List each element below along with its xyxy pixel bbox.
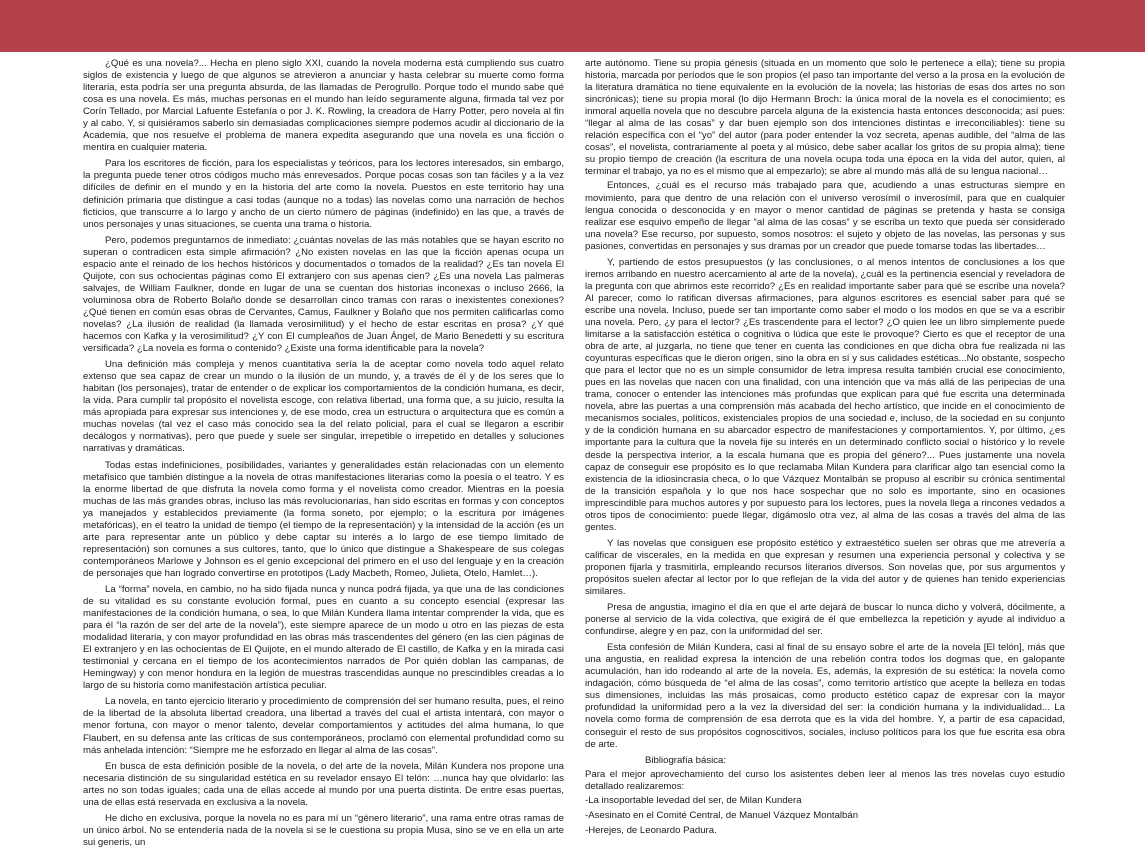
bibliography-list <box>585 795 1065 837</box>
paragraph: Y, partiendo de estos presupuestos (y las conclusiones, o al menos intentos de conclusiones a los que iremos arribando en nuestro acercamiento al arte de la novela), ¿cuál es la pertinencia esencial y reveladora de la pregunta con que abrimos este recorrido? ¿Es en realidad importante saber para qué se escribe una novela? Al parecer, como lo ratifican diversas afirmaciones, para algunos escritores es esencial saber para qué se escribe una novela. Incluso, puede ser tan importante como saber el modo o los modos en que se va a escribir una novela. Pero, ¿y para el lector? ¿Es trascendente para el lector? ¿O quien lee un libro simplemente puede limitarse a la satisfacción estética o cognitiva o lúdica que este le provoque? Cierto es que el receptor de una obra de arte, al juzgarla, no tiene que tener en cuenta las condiciones en que dicha obra fue realizada ni las coyunturas específicas que le dieron origen, sino la obra en sí y sus calidades estéticas...No obstante, sospecho que para el lector que no es un simple consumidor de letra impresa resulta también crucial ese conocimiento, pues en las novelas que nacen con una finalidad, con una intención que va más allá de las peripecias de una trama, conocer o entender las intenciones más profundas que explican para qué fue escrita una determinada novela, abre las puertas a una comprensión más acabada del hecho artístico, que incide en el conocimiento de mecanismos sociales, políticos, existenciales propios de una sociedad e, incluso, de la sociedad en su conjunto y de la condición humana en su abarcador espectro de manifestaciones y comportamientos. Y, por último, ¿es importante para la cultura que la novela fije su interés en un determinado conflicto social o histórico y lo revele desde la perspectiva interior, a la escala humana que es propia del género?... Pues justamente una novela capaz de conseguir ese propósito es lo que reclamaba Milan Kundera para clarificar algo tan esencial como la existencia de la idiosincrasia checa, o lo que Vázquez Montalbán se propuso al escribir su crónica sentimental de la transición española y lo que nos hace sospechar que no solo es importante, sino en ocasiones imprescindible para muchos autores y por supuesto para los lectores, pues la novela llega a rincones vedados a otros tipos de conocimiento: puede llegar, digámoslo otra vez, al alma de las cosas a través del alma de las gentes. <box>585 256 1065 533</box>
right-column <box>585 58 1065 836</box>
paragraph: arte autónomo. Tiene su propia génesis (situada en un momento que solo le pertenece a ella); tiene su propia historia, marcada por períodos que le son propios (el paso tan importante del verso a la prosa en la evolución de la literatura dramática no tiene equivalente en la evolución de la novela; las historias de esas dos artes no son sincrónicas); tiene su propia moral (lo dijo Hermann Broch: la única moral de la novela es el conocimiento; es inmoral aquella novela que no descubre parcela alguna de la existencia hasta entonces desconocida; así pues: “llegar al alma de las cosas” y dar buen ejemplo son dos intenciones distintas e irreconciliables): tiene su relación específica con el “yo” del autor (para poder entender la voz secreta, apenas audible, del “alma de las cosas”, el novelista, contrariamente al poeta y al músico, debe saber acallar los gritos de su propia alma); tiene su propio tiempo de creación (la escritura de una novela ocupa toda una época en la vida del autor, quien, al terminar el trabajo, ya no es el mismo que al empezarlo); se abre al mundo más allá de su lengua nacional… <box>585 58 1065 178</box>
bibliography-item: -Asesinato en el Comité Central, de Manuel Vázquez Montalbán <box>585 809 859 821</box>
paragraph: Pero, podemos preguntarnos de inmediato: ¿cuántas novelas de las más notables que se hayan escrito no superan o contradicen esta simple afirmación? ¿No existen novelas en las que la ficción apenas ocupa un espacio ante el reinado de los hechos históricos y documentados o tomados de la realidad? ¿Es tan novela El Quijote, con sus ochocientas páginas como El extranjero con sus apenas cien? ¿Es una novela Las palmeras salvajes, de William Faulkner, donde en lugar de una se cuentan dos historias inconexas o incluso 2666, la voluminosa obra de Roberto Bolaño donde se desarrollan cinco tramas con raras o inexistentes conexiones? ¿Qué tienen en común esas obras de Cervantes, Camus, Faulkner y Bolaño que nos permiten calificarlas como novelas? ¿La ilusión de realidad (la llamada verosimilitud) y el hecho de estar escritas en prosa? ¿Y qué hacemos con Kafka y la verosimilitud? ¿Y con El cumpleaños de Juan Ángel, de Mario Benedetti y su escritura versificada? ¿La novela es forma o contenido? ¿Existe una forma identificable para la novela? <box>83 234 564 355</box>
header-banner <box>0 0 1145 52</box>
bibliography-item: -Herejes, de Leonardo Padura. <box>585 824 717 836</box>
bibliography-heading: Bibliografía básica: <box>645 754 727 766</box>
paragraph: Entonces, ¿cuál es el recurso más trabajado para que, acudiendo a unas estructuras siempre en movimiento, para que dentro de una relación con el universo verosímil o inverosímil, para que en cualquier lengua conocida o desconocida y en mayor o menor cantidad de páginas se pretenda y hasta se consiga realizar ese esquivo empeño de llegar “al alma de las cosas” y se escriba un texto que pueda ser considerado una novela? Ese recurso, por supuesto, somos nosotros: el sujeto y objeto de las novelas, las personas y sus pasiones, convertidas en personajes y sus dramas por un creador que puede tomarse todas las libertades… <box>585 180 1065 252</box>
paragraph: Y las novelas que consiguen ese propósito estético y extraestético suelen ser obras que me atrevería a calificar de viscerales, en la medida en que expresan y resumen una experiencia personal y colectiva y se proponen fijarla y trasmitirla, empleando recursos literarios diversos. Son novelas que, por sus argumentos y propósitos suelen afectar al lector por lo que reflejan de la vida del autor y de quienes han tenido experiencias similares. <box>585 537 1065 598</box>
paragraph: Presa de angustia, imagino el día en que el arte dejará de buscar lo nunca dicho y volverá, dócilmente, a ponerse al servicio de la vida colectiva, que exigirá de él que embellezca la repetición y ayude al individuo a confundirse, alegre y en paz, con la uniformidad del ser. <box>585 602 1065 638</box>
paragraph: Todas estas indefiniciones, posibilidades, variantes y generalidades están relacionadas con un elemento metafísico que también distingue a la novela de otras manifestaciones literarias como la poesía o el teatro. Y es la enorme libertad de que disfruta la novela como forma y el novelista como creador. Mientras en la poesía muchas de las más grandes obras, incluso las más revolucionarias, han sido escritas en formas y con conceptos ya manejados y establecidos previamente (la forma soneto, por ejemplo; o la escritura por imágenes metafóricas), en el teatro la unidad de tiempo (el tiempo de la representación) y la intensidad de la acción (es un arte para representar ante un público y debe captar su interés a lo largo de ese tiempo limitado de representación) son comunes a sus cultores, tanto, que lo único que distingue a Shakespeare de sus colegas contemporáneos Marlowe y Johnson es el genio excepcional del primero en el uso del lenguaje y en la creación de personajes que han logrado convertirse en prototipos (Lady Macbeth, Romeo, Julieta, Otelo, Hamlet…). <box>83 459 564 579</box>
paragraph: La “forma” novela, en cambio, no ha sido fijada nunca y nunca podrá fijada, ya que una de las condiciones de su vitalidad es su constante evolución formal, pues en cuanto a su concepto esencial (expresar las manifestaciones de la condición humana, o sea, lo que Milán Kundera llama intentar comprender la vida, que es para él “la razón de ser del arte de la novela”), este siempre aparece de un modo u otro en las piezas de esta modalidad literaria, y con mayor profundidad en las obras más trascendentes del género (en las cien páginas de El extranjero y en las ochocientas de El Quijote, en el mundo alterado de El castillo, de Kafka y en la mirada casi testimonial y cercana en el tiempo de los acontecimientos narrados de Por quién doblan las campanas, de Hemingway) y con menor hondura en la legión de muestras trascendidas aunque no prescindibles creadas a lo largo de su historia como manifestación artística peculiar. <box>83 583 564 692</box>
paragraph: Para los escritores de ficción, para los especialistas y teóricos, para los lectores interesados, sin embargo, la pregunta puede tener otros códigos mucho más enrevesados. Porque pocas cosas son tan fáciles y a la vez difíciles de definir en el mundo y en la historia del arte como la novela. Puestos en este territorio hay una definición primaria que distingue a casi todas (aunque no a todas) las novelas como una narración de hechos ficticios, que transcurre a lo largo y ancho de un cierto número de páginas (indefinido) en las que, a través de unos personajes y unas situaciones, se cuenta una trama o historia. <box>83 158 564 230</box>
bibliography-intro: Para el mejor aprovechamiento del curso los asistentes deben leer al menos las tres novelas cuyo estudio detallado realizaremos: <box>585 768 1065 792</box>
bibliography-item: -La insoportable levedad del ser, de Milan Kundera <box>585 794 802 806</box>
paragraph: Una definición más compleja y menos cuantitativa sería la de aceptar como novela todo aquel relato extenso que sea capaz de crear un mundo o la ilusión de un mundo, y, a través de él y de los seres que lo habitan (los personajes), tratar de entender o de explicar los comportamientos de la condición humana, es decir, la vida. Para cumplir tal propósito el novelista escoge, con relativa libertad, una forma que, a su juicio, resulta la más apropiada para expresar sus intenciones y, de ese modo, crea un estructura o arquitectura que es común a muchas novelas (tal vez el caso más conocido sea la del relato policial, para el cual se llegaron a escribir decálogos y normativas), pero que puede y suele ser singular, irrepetible o irrepetido en detalles y soluciones narrativas y dramáticas. <box>83 359 564 455</box>
paragraph: Esta confesión de Milán Kundera, casi al final de su ensayo sobre el arte de la novela [El telón], más que una angustia, en realidad expresa la intención de una rebelión contra todos los dogmas que, en galopante acumulación, han ido rodeando al arte de la novela. Es, además, la expresión de su estética: la novela como indagación, cómo búsqueda de “el alma de las cosas”, como territorio artístico que acepte la belleza en todas sus dimensiones, incluidas las más prosaicas, como producto estético capaz de expresar con la mayor profundidad la uniformidad pero a la vez la diversidad del ser: la condición humana y la individualidad... La novela como forma de comprensión de esa derrota que es la vida del hombre. Y, a partir de esa capacidad, conseguir el resto de sus propósitos cognoscitivos, sociales, incluso políticos para los que fue escrita esa obra de arte. <box>585 642 1065 750</box>
left-column <box>83 58 564 848</box>
paragraph: ¿Qué es una novela?... Hecha en pleno siglo XXI, cuando la novela moderna está cumpliendo sus cuatro siglos de existencia y luego de que algunos se atrevieron a anunciar y hasta celebrar su muerte como forma literaria, esta podría ser una pregunta absurda, de las llamadas de Perogrullo. Porque todo el mundo sabe qué cosa es una novela. Es más, muchas personas en el mundo han leído seguramente alguna, firmada tal vez por Corín Tellado, por Marcial Lafuente Estefanía o por J. K. Rowling, la creadora de Harry Potter, pero novela al fin y al cabo. Y, si quisiéramos saberlo sin demasiadas complicaciones siempre podemos acudir al diccionario de la Academia, que nos resuelve el problema de manera expedita asegurando que una novela es una ficción o mentira en cualquier materia. <box>83 58 564 154</box>
paragraph: En busca de esta definición posible de la novela, o del arte de la novela, Milán Kundera nos propone una necesaria distinción de su singularidad estética en su revelador ensayo El telón: …nunca hay que olvidarlo: las artes no son todas iguales; cada una de ellas accede al mundo por una puerta distinta. De entre esas puertas, una de ellas está reservada en exclusiva a la novela. <box>83 760 564 808</box>
paragraph: La novela, en tanto ejercicio literario y procedimiento de comprensión del ser humano resulta, pues, el reino de la libertad de la absoluta libertad creadora, una libertad a través del cual el artista intentará, con mayor o menor fortuna, con mayor o menor talento, develar comportamientos y actitudes del alma humana, lo que Flaubert, en su defensa ante las críticas de sus contemporáneos, proclamó con elemental profundidad como su más anhelada intención: “Siempre me he esforzado en llegar al alma de las cosas”. <box>83 696 564 756</box>
paragraph: He dicho en exclusiva, porque la novela no es para mí un “género literario”, una rama entre otras ramas de un único árbol. No se entendería nada de la novela si se le cuestiona su propia Musa, sino se ve en ella un arte sui generis, un <box>83 812 564 848</box>
